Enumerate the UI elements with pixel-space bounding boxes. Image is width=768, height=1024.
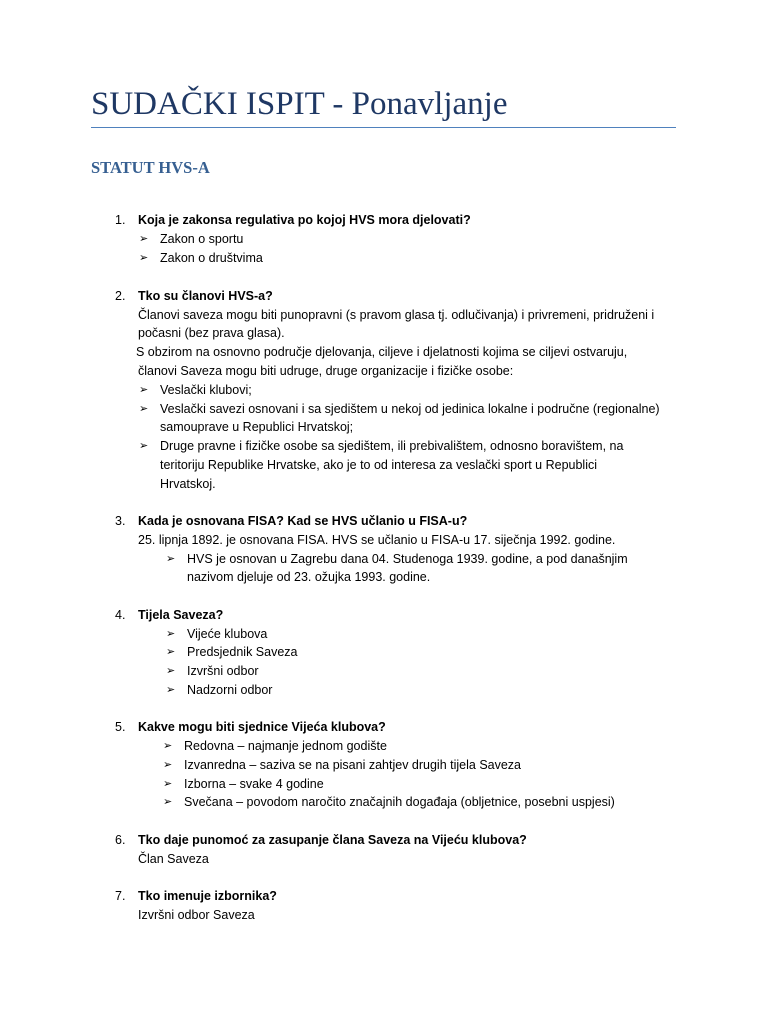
arrow-bullet-icon: ➢ [163, 778, 173, 790]
arrow-bullet-icon: ➢ [166, 646, 176, 658]
arrow-bullet-icon: ➢ [139, 403, 149, 415]
list-item: Izvanredna – saziva se na pisani zahtjev drugih tijela Saveza [184, 758, 522, 772]
question-number: 6. [115, 833, 126, 847]
list-item: HVS je osnovan u Zagrebu dana 04. Studenoga 1939. godine, a pod današnjim [187, 552, 628, 566]
list-item: Veslački savezi osnovani i sa sjedištem u nekoj od jedinica lokalne i područne (regionalne) [160, 402, 660, 416]
list-item-continuation: nazivom djeluje od 23. ožujka 1993. godine. [187, 570, 431, 584]
question-5-text: Kakve mogu biti sjednice Vijeća klubova? [138, 720, 386, 734]
list-item: Izborna – svake 4 godine [184, 777, 324, 791]
question-1-text: Koja je zakonsa regulativa po kojoj HVS mora djelovati? [138, 213, 471, 227]
question-number: 3. [115, 514, 126, 528]
question-3-text: Kada je osnovana FISA? Kad se HVS učlanio u FISA-u? [138, 514, 468, 528]
title-underline [91, 127, 676, 128]
list-item: Veslački klubovi; [160, 383, 252, 397]
question-number: 4. [115, 608, 126, 622]
question-number: 2. [115, 289, 126, 303]
arrow-bullet-icon: ➢ [166, 553, 176, 565]
question-2-text: Tko su članovi HVS-a? [138, 289, 273, 303]
question-7-text: Tko imenuje izbornika? [138, 889, 277, 903]
question-number: 5. [115, 720, 126, 734]
answer-line: članovi Saveza mogu biti udruge, druge organizacije i fizičke osobe: [138, 364, 514, 378]
arrow-bullet-icon: ➢ [166, 684, 176, 696]
answer-line: Izvršni odbor Saveza [138, 908, 255, 922]
arrow-bullet-icon: ➢ [139, 440, 149, 452]
answer-line: 25. lipnja 1892. je osnovana FISA. HVS se učlanio u FISA-u 17. siječnja 1992. godine. [138, 533, 616, 547]
list-item: Vijeće klubova [187, 627, 268, 641]
arrow-bullet-icon: ➢ [166, 628, 176, 640]
list-item-continuation: Hrvatskoj. [160, 477, 216, 491]
list-item: Predsjednik Saveza [187, 645, 298, 659]
answer-line: Članovi saveza mogu biti punopravni (s pravom glasa tj. odlučivanja) i privremeni, pridruženi i [138, 308, 655, 322]
list-item-continuation: teritoriju Republike Hrvatske, ako je to od interesa za veslački sport u Republici [160, 458, 598, 472]
arrow-bullet-icon: ➢ [163, 740, 173, 752]
arrow-bullet-icon: ➢ [166, 665, 176, 677]
section-heading: STATUT HVS-A [91, 158, 210, 177]
list-item: Nadzorni odbor [187, 683, 273, 697]
arrow-bullet-icon: ➢ [139, 233, 149, 245]
list-item: Redovna – najmanje jednom godište [184, 739, 387, 753]
question-4-text: Tijela Saveza? [138, 608, 224, 622]
list-item: Druge pravne i fizičke osobe sa sjedištem, ili prebivalištem, odnosno boravištem, na [160, 439, 624, 453]
list-item: Izvršni odbor [187, 664, 259, 678]
arrow-bullet-icon: ➢ [139, 384, 149, 396]
list-item-continuation: samouprave u Republici Hrvatskoj; [160, 420, 354, 434]
question-number: 7. [115, 889, 126, 903]
answer-line: počasni (bez prava glasa). [138, 326, 285, 340]
answer-line: Član Saveza [138, 852, 209, 866]
arrow-bullet-icon: ➢ [139, 252, 149, 264]
answer-line: S obzirom na osnovno područje djelovanja, ciljeve i djelatnosti kojima se ciljevi ostvaruju, [136, 345, 628, 359]
list-item: Zakon o sportu [160, 232, 244, 246]
document-title: SUDAČKI ISPIT - Ponavljanje [91, 86, 508, 122]
question-6-text: Tko daje punomoć za zasupanje člana Saveza na Vijeću klubova? [138, 833, 527, 847]
arrow-bullet-icon: ➢ [163, 796, 173, 808]
arrow-bullet-icon: ➢ [163, 759, 173, 771]
list-item: Svečana – povodom naročito značajnih događaja (obljetnice, posebni uspjesi) [184, 795, 615, 809]
question-number: 1. [115, 213, 126, 227]
list-item: Zakon o društvima [160, 251, 263, 265]
